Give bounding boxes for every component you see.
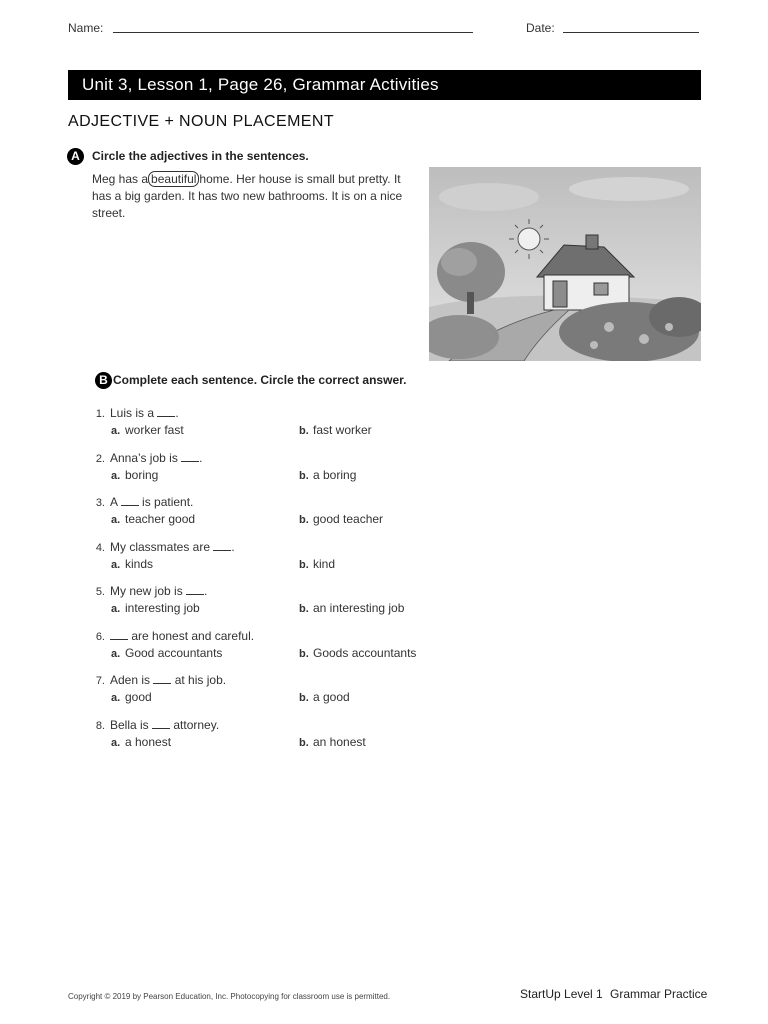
option-text: Good accountants (125, 645, 223, 660)
lesson-title: Unit 3, Lesson 1, Page 26, Grammar Activities (82, 75, 439, 94)
question-text-before: Luis is a (110, 406, 155, 420)
option-letter: a. (111, 514, 121, 526)
answer-blank (110, 630, 128, 640)
option-text: good (125, 690, 152, 704)
question-number: 5. (95, 586, 105, 598)
illustration-svg (429, 167, 701, 361)
option-letter: b. (299, 603, 309, 615)
option-text: interesting job (125, 601, 200, 615)
question-stem (87, 673, 226, 687)
question-text-before: Bella is (110, 717, 149, 732)
question-number: 4. (95, 541, 105, 554)
section-a-badge: A (67, 148, 84, 165)
option-text: an honest (313, 734, 366, 749)
option-text: teacher good (125, 512, 196, 526)
answer-option-a[interactable] (111, 557, 153, 571)
question-stem (87, 406, 179, 420)
question-stem (87, 718, 219, 732)
answer-blank (152, 719, 170, 729)
paragraph-start: Meg has a (92, 172, 149, 186)
option-letter: a. (111, 603, 121, 615)
answer-blank (181, 452, 199, 462)
question-text-after: at his job. (174, 673, 227, 687)
question-text-after: . (231, 539, 235, 554)
copyright-notice: Copyright © 2019 by Pearson Education, Inc. Photocopying for classroom use is permitted. (68, 992, 391, 1001)
option-letter: b. (299, 514, 309, 526)
answer-option-b[interactable] (299, 423, 372, 437)
option-text: an interesting job (313, 601, 405, 615)
answer-blank (157, 407, 175, 417)
option-letter: b. (299, 469, 309, 482)
option-letter: a. (111, 692, 121, 704)
section-title: ADJECTIVE + NOUN PLACEMENT (68, 113, 335, 130)
question-text-before: Anna’s job is (110, 450, 178, 465)
option-text: a honest (125, 734, 172, 749)
answer-option-b[interactable] (299, 512, 383, 526)
question-number: 2. (95, 452, 105, 465)
question-text-after: . (175, 406, 179, 420)
question-number: 8. (95, 719, 105, 732)
question-text-before: A (110, 495, 118, 509)
option-text: good teacher (313, 512, 384, 526)
section-b-instruction: Complete each sentence. Circle the correct answer. (113, 373, 407, 387)
question-text-before: My new job is (110, 584, 183, 598)
answer-option-b[interactable] (299, 557, 335, 571)
paragraph-rest: home. Her house is small but pretty. It has a big garden. It has two new bathrooms. It is on a nice street. (92, 172, 403, 220)
footer-book-title: StartUp Level 1 (520, 987, 603, 1001)
section-a-paragraph (92, 171, 422, 222)
answer-option-a[interactable] (111, 690, 152, 704)
option-text: Goods accountants (313, 645, 417, 660)
option-text: kinds (125, 556, 154, 571)
question-stem (87, 629, 254, 643)
option-text: fast worker (313, 423, 372, 437)
answer-option-a[interactable] (111, 468, 158, 482)
question-number: 3. (95, 497, 105, 509)
answer-option-b[interactable] (299, 690, 350, 704)
option-text: a boring (313, 467, 357, 482)
answer-option-a[interactable] (111, 423, 184, 437)
answer-option-a[interactable] (111, 601, 200, 615)
question-text-after: are honest and careful. (131, 628, 255, 643)
option-text: kind (313, 556, 336, 571)
name-label: Name: (68, 21, 104, 35)
option-letter: a. (111, 647, 121, 660)
footer-section-name: Grammar Practice (610, 987, 708, 1001)
section-b-badge: B (95, 372, 112, 389)
question-number: 1. (95, 408, 105, 420)
answer-option-b[interactable] (299, 601, 404, 615)
option-letter: a. (111, 736, 121, 749)
date-field-line[interactable] (563, 32, 699, 33)
question-text-after: . (204, 584, 208, 598)
option-letter: b. (299, 425, 309, 437)
question-stem (87, 584, 207, 598)
option-letter: a. (111, 425, 121, 437)
option-text: worker fast (125, 423, 184, 437)
question-stem (87, 540, 235, 554)
date-label: Date: (526, 21, 555, 35)
answer-blank (213, 541, 231, 551)
question-number: 6. (95, 630, 105, 643)
answer-option-a[interactable] (111, 646, 222, 660)
section-a-instruction: Circle the adjectives in the sentences. (92, 149, 309, 163)
option-letter: a. (111, 558, 121, 571)
question-text-after: is patient. (142, 495, 194, 509)
option-text: boring (125, 467, 159, 482)
answer-blank (153, 674, 171, 684)
question-stem (87, 495, 193, 509)
circled-adjective[interactable]: beautiful (148, 171, 199, 187)
answer-blank (186, 585, 204, 595)
option-letter: a. (111, 469, 121, 482)
question-number: 7. (95, 675, 105, 687)
question-text-after: . (199, 450, 203, 465)
option-letter: b. (299, 558, 309, 571)
answer-option-b[interactable] (299, 735, 366, 749)
option-letter: b. (299, 736, 309, 749)
answer-blank (121, 496, 139, 506)
question-text-before: My classmates are (110, 539, 211, 554)
answer-option-b[interactable] (299, 468, 356, 482)
option-letter: b. (299, 692, 309, 704)
option-text: a good (313, 690, 350, 704)
house-garden-illustration (429, 167, 701, 361)
option-letter: b. (299, 647, 309, 660)
lesson-banner (68, 70, 701, 100)
name-field-line[interactable] (113, 32, 473, 33)
answer-option-a[interactable] (111, 512, 195, 526)
answer-option-b[interactable] (299, 646, 416, 660)
answer-option-a[interactable] (111, 735, 171, 749)
question-text-before: Aden is (110, 673, 151, 687)
question-text-after: attorney. (173, 717, 220, 732)
question-stem (87, 451, 203, 465)
